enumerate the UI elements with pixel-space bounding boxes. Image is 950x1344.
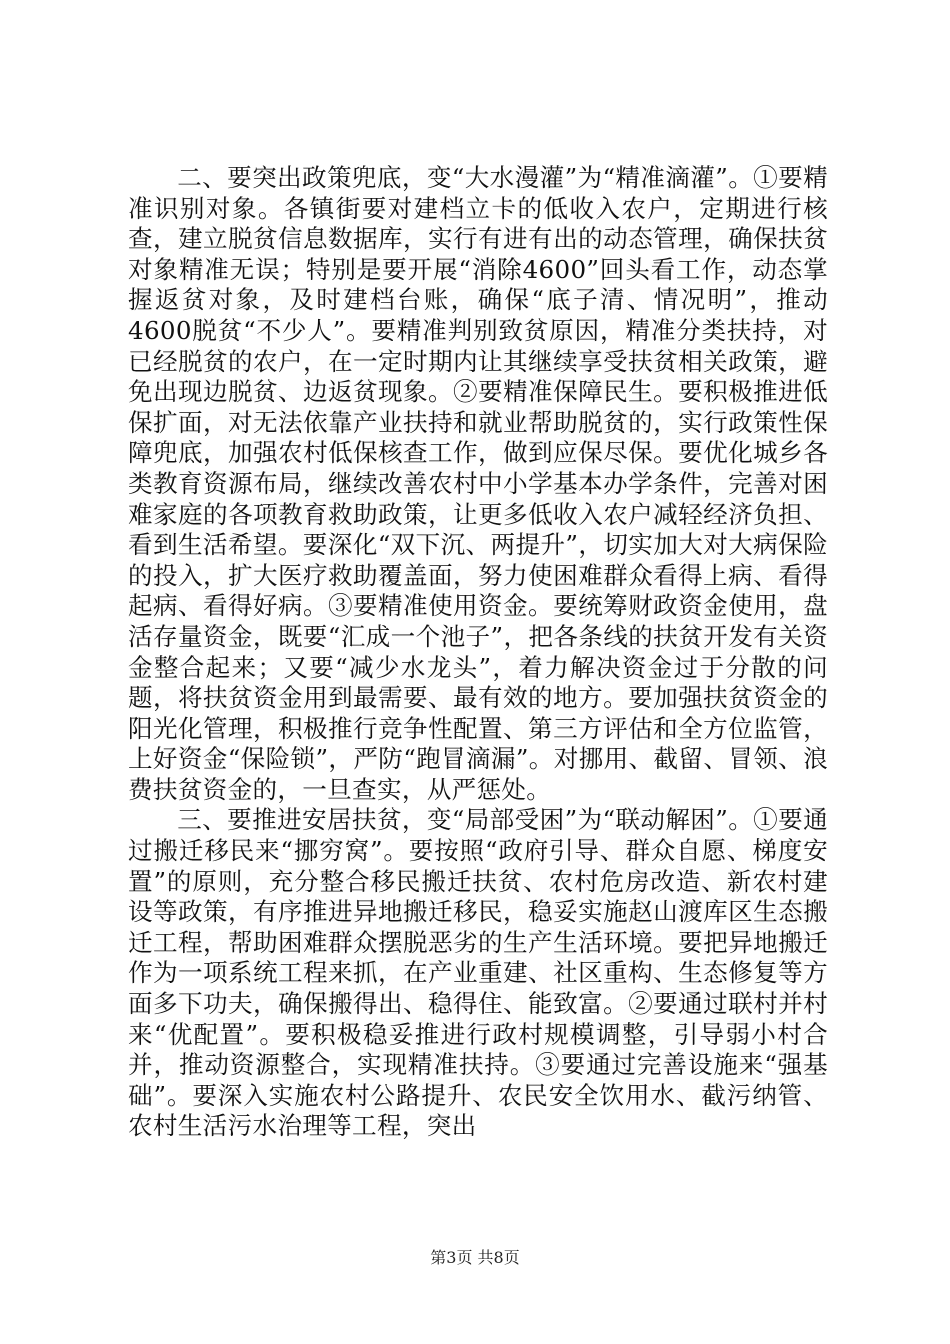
page-number-footer: 第3页 共8页: [430, 1248, 520, 1267]
document-body: [128, 163, 828, 1142]
paragraph-housing-poverty-relief: 三、要推进安居扶贫，变“局部受困”为“联动解困”。①要通过搬迁移民来“挪穷窝”。要按照“政府引导、群众自愿、梯度安置”的原则，充分整合移民搬迁扶贫、农村危房改造、新农村建设等政策，有序推进异地搬迁移民，稳妥实施赵山渡库区生态搬迁工程，帮助困难群众摆脱恶劣的生产生活环境。要把异地搬迁作为一项系统工程来抓，在产业重建、社区重构、生态修复等方面多下功夫，确保搬得出、稳得住、能致富。②要通过联村并村来“优配置”。要积极稳妥推进行政村规模调整，引导弱小村合并，推动资源整合，实现精准扶持。③要通过完善设施来“强基础”。要深入实施农村公路提升、农民安全饮用水、截污纳管、农村生活污水治理等工程，突出: [128, 805, 828, 1141]
paragraph-policy-safety-net: 二、要突出政策兜底，变“大水漫灌”为“精准滴灌”。①要精准识别对象。各镇街要对建档立卡的低收入农户，定期进行核查，建立脱贫信息数据库，实行有进有出的动态管理，确保扶贫对象精准无误；特别是要开展“消除4600”回头看工作，动态掌握返贫对象，及时建档台账，确保“底子清、情况明”，推动4600脱贫“不少人”。要精准判别致贫原因，精准分类扶持，对已经脱贫的农户，在一定时期内让其继续享受扶贫相关政策，避免出现边脱贫、边返贫现象。②要精准保障民生。要积极推进低保扩面，对无法依靠产业扶持和就业帮助脱贫的，实行政策性保障兜底，加强农村低保核查工作，做到应保尽保。要优化城乡各类教育资源布局，继续改善农村中小学基本办学条件，完善对困难家庭的各项教育救助政策，让更多低收入农户减轻经济负担、看到生活希望。要深化“双下沉、两提升”，切实加大对大病保险的投入，扩大医疗救助覆盖面，努力使困难群众看得上病、看得起病、看得好病。③要精准使用资金。要统筹财政资金使用，盘活存量资金，既要“汇成一个池子”，把各条线的扶贫开发有关资金整合起来；又要“减少水龙头”，着力解决资金过于分散的问题，将扶贫资金用到最需要、最有效的地方。要加强扶贫资金的阳光化管理，积极推行竞争性配置、第三方评估和全方位监管，上好资金“保险锁”，严防“跑冒滴漏”。对挪用、截留、冒领、浪费扶贫资金的，一旦查实，从严惩处。: [128, 163, 828, 804]
